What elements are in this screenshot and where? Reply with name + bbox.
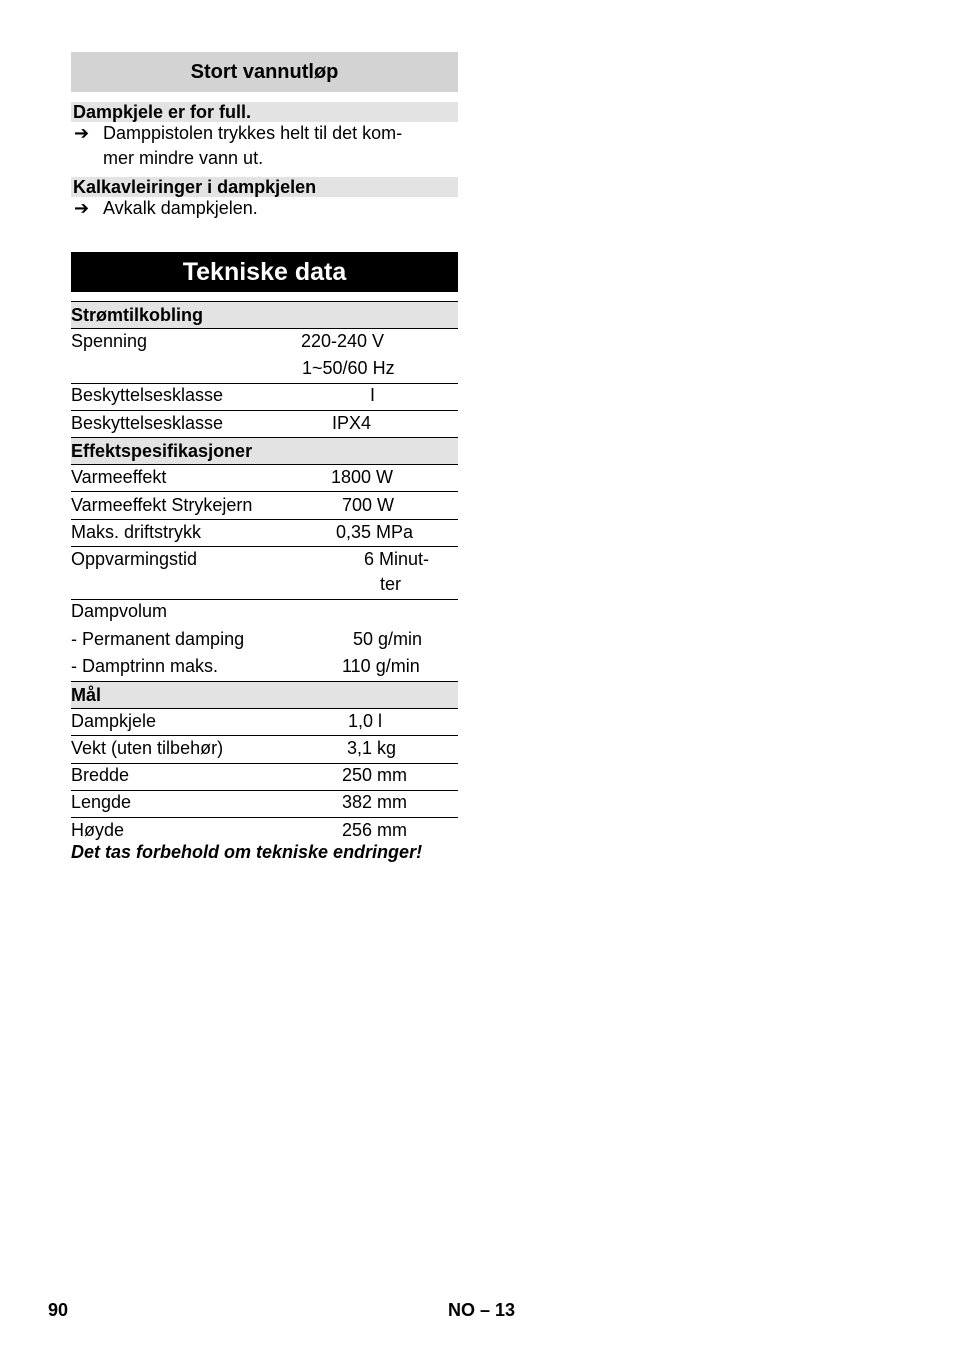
problem-heading: Kalkavleiringer i dampkjelen — [71, 177, 458, 197]
spec-value: 382 mm — [342, 792, 408, 812]
arrow-right-icon: ➔ — [74, 198, 90, 218]
spec-label: Varmeeffekt — [71, 467, 167, 487]
table-group-heading: Strømtilkobling — [71, 302, 458, 328]
table-group-heading: Mål — [71, 682, 458, 708]
spec-label: Spenning — [71, 331, 148, 351]
spec-value: 1,0 l — [348, 711, 383, 731]
spec-value: 50 g/min — [353, 629, 423, 649]
section-page-label: NO – 13 — [448, 1300, 516, 1320]
arrow-right-icon: ➔ — [74, 123, 90, 143]
table-group-heading: Effektspesifikasjoner — [71, 438, 458, 464]
spec-label: Maks. driftstrykk — [71, 522, 202, 542]
spec-value: 250 mm — [342, 765, 408, 785]
spec-value: 6 Minut- — [364, 549, 430, 569]
spec-label: Dampkjele — [71, 711, 157, 731]
page-number: 90 — [48, 1300, 69, 1320]
spec-value: IPX4 — [332, 413, 372, 433]
spec-label: Beskyttelsesklasse — [71, 385, 224, 405]
spec-value: 3,1 kg — [347, 738, 397, 758]
remedy-text-line: Avkalk dampkjelen. — [103, 198, 258, 218]
reservation-note: Det tas forbehold om tekniske endringer! — [71, 842, 423, 862]
spec-value: 256 mm — [342, 820, 408, 840]
spec-label: - Damptrinn maks. — [71, 656, 219, 676]
problem-heading: Dampkjele er for full. — [71, 102, 458, 122]
remedy-item — [71, 121, 458, 171]
spec-value: I — [370, 385, 376, 405]
spec-label: Varmeeffekt Strykejern — [71, 495, 253, 515]
remedy-text-line: Damppistolen trykkes helt til det kom- — [103, 123, 403, 143]
section-title: Stort vannutløp — [71, 52, 458, 92]
spec-value: 0,35 MPa — [336, 522, 414, 542]
spec-label: Beskyttelsesklasse — [71, 413, 224, 433]
spec-value: 110 g/min — [342, 656, 420, 676]
remedy-item — [71, 196, 458, 221]
spec-label: Lengde — [71, 792, 132, 812]
spec-label: Bredde — [71, 765, 130, 785]
spec-label: Dampvolum — [71, 601, 168, 621]
spec-label: Oppvarmingstid — [71, 549, 198, 569]
remedy-text-line: mer mindre vann ut. — [103, 148, 264, 168]
tech-data-title: Tekniske data — [71, 252, 458, 292]
spec-value: 1~50/60 Hz — [302, 358, 395, 378]
table-rule — [71, 491, 458, 492]
spec-value: 220-240 V — [301, 331, 385, 351]
spec-value: 700 W — [342, 495, 395, 515]
spec-label: Høyde — [71, 820, 125, 840]
spec-label: - Permanent damping — [71, 629, 245, 649]
spec-value: ter — [380, 574, 402, 594]
spec-value: 1800 W — [331, 467, 394, 487]
spec-label: Vekt (uten tilbehør) — [71, 738, 224, 758]
